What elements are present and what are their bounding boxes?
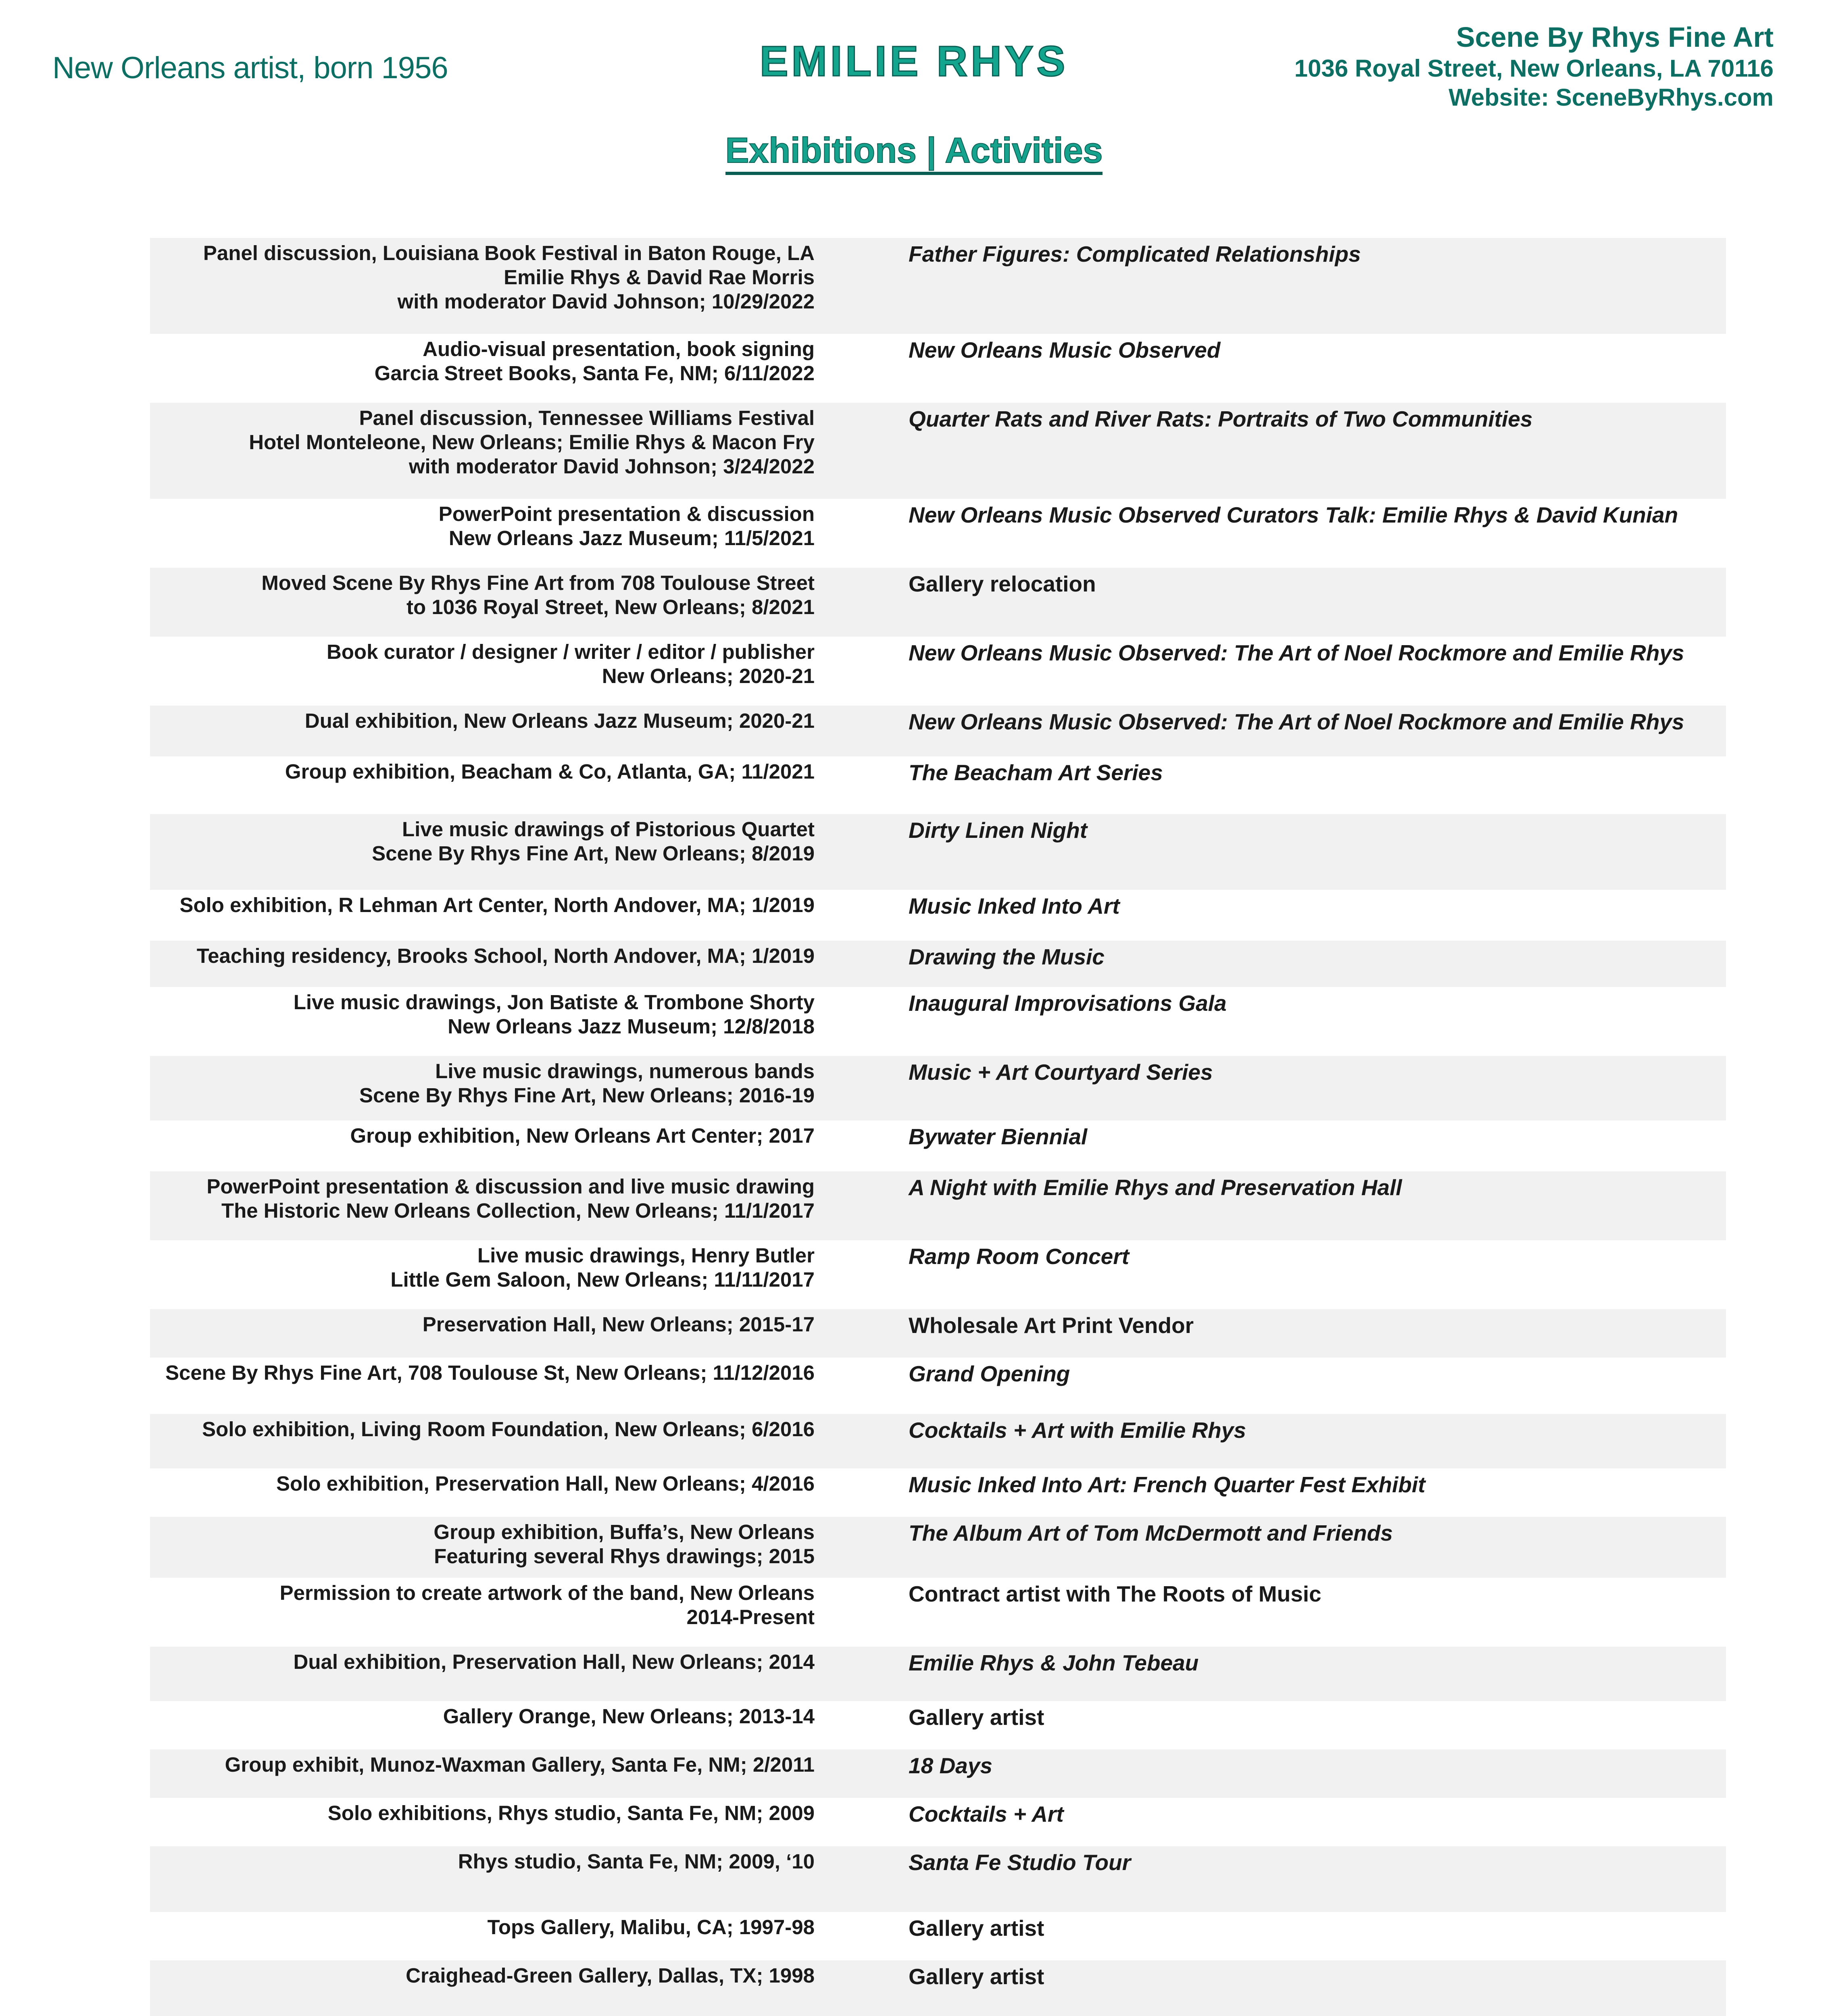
activity-venue-date: Book curator / designer / writer / editor / publisher New Orleans; 2020-21 [326, 640, 815, 688]
activity-title: The Beacham Art Series [909, 760, 1163, 785]
activity-title: Gallery artist [909, 1964, 1044, 1989]
activity-venue-date: Dual exhibition, Preservation Hall, New Orleans; 2014 [293, 1650, 815, 1673]
list-item [150, 1240, 1726, 1309]
list-item [150, 499, 1726, 568]
activity-title: Inaugural Improvisations Gala [909, 991, 1227, 1016]
activity-venue-date: Gallery Orange, New Orleans; 2013-14 [443, 1705, 815, 1728]
list-item [150, 1647, 1726, 1701]
activity-title: New Orleans Music Observed Curators Talk: Emilie Rhys & David Kunian [909, 502, 1678, 527]
activity-title: New Orleans Music Observed: The Art of Noel Rockmore and Emilie Rhys [909, 640, 1684, 665]
list-item [150, 1056, 1726, 1120]
activity-title: New Orleans Music Observed [909, 337, 1221, 362]
activity-title: Father Figures: Complicated Relationships [909, 242, 1361, 267]
list-item [150, 756, 1726, 814]
exhibitions-list [150, 238, 1726, 2016]
activity-venue-date: Moved Scene By Rhys Fine Art from 708 Toulouse Street to 1036 Royal Street, New Orleans; 8/2021 [261, 571, 815, 619]
activity-venue-date: Group exhibition, Buffa’s, New Orleans Featuring several Rhys drawings; 2015 [434, 1520, 815, 1568]
activity-title: Music Inked Into Art [909, 893, 1120, 918]
list-item [150, 1517, 1726, 1578]
activity-title: Gallery artist [909, 1916, 1044, 1941]
activity-venue-date: PowerPoint presentation & discussion New Orleans Jazz Museum; 11/5/2021 [438, 502, 815, 550]
activity-title: Bywater Biennial [909, 1124, 1088, 1149]
list-item [150, 1171, 1726, 1240]
gallery-website: Website: SceneByRhys.com [1449, 84, 1774, 111]
activity-title: Grand Opening [909, 1361, 1070, 1386]
activity-title: New Orleans Music Observed: The Art of Noel Rockmore and Emilie Rhys [909, 709, 1684, 734]
artist-name: EMILIE RHYS [759, 37, 1069, 85]
section-title [0, 130, 1828, 171]
activity-title: A Night with Emilie Rhys and Preservation Hall [909, 1175, 1402, 1200]
list-item [150, 1578, 1726, 1647]
gallery-contact-block [1294, 20, 1774, 112]
list-item [150, 814, 1726, 890]
list-item [150, 1701, 1726, 1749]
activity-title: Music Inked Into Art: French Quarter Fest Exhibit [909, 1472, 1426, 1497]
activity-venue-date: Solo exhibition, Preservation Hall, New Orleans; 4/2016 [276, 1472, 815, 1495]
activity-venue-date: Permission to create artwork of the band, New Orleans 2014-Present [279, 1581, 815, 1629]
activity-venue-date: Rhys studio, Santa Fe, NM; 2009, ‘10 [458, 1850, 815, 1873]
list-item [150, 1309, 1726, 1358]
gallery-address: 1036 Royal Street, New Orleans, LA 70116 [1294, 55, 1774, 82]
activity-title: Quarter Rats and River Rats: Portraits of Two Communities [909, 406, 1533, 431]
list-item [150, 1846, 1726, 1912]
activity-venue-date: Group exhibition, New Orleans Art Center; 2017 [350, 1124, 815, 1147]
activity-title: Music + Art Courtyard Series [909, 1060, 1213, 1085]
activity-venue-date: Group exhibit, Munoz-Waxman Gallery, Santa Fe, NM; 2/2011 [225, 1753, 815, 1776]
activity-venue-date: PowerPoint presentation & discussion and live music drawing The Historic New Orleans Collection, New Orleans; 11/1/2017 [206, 1175, 815, 1223]
activity-title: Ramp Room Concert [909, 1244, 1129, 1269]
activity-venue-date: Panel discussion, Tennessee Williams Festival Hotel Monteleone, New Orleans; Emilie Rhys & Macon Fry with moderator David Johnson; 3/24/2022 [249, 406, 815, 478]
list-item [150, 890, 1726, 941]
activity-venue-date: Solo exhibition, Living Room Foundation, New Orleans; 6/2016 [202, 1418, 815, 1441]
activity-venue-date: Solo exhibition, R Lehman Art Center, North Andover, MA; 1/2019 [179, 893, 815, 916]
list-item [150, 1749, 1726, 1798]
activity-venue-date: Live music drawings, Henry Butler Little Gem Saloon, New Orleans; 11/11/2017 [390, 1244, 815, 1291]
list-item [150, 1798, 1726, 1846]
activity-venue-date: Preservation Hall, New Orleans; 2015-17 [422, 1313, 815, 1336]
activity-venue-date: Dual exhibition, New Orleans Jazz Museum; 2020-21 [304, 709, 815, 732]
list-item [150, 987, 1726, 1056]
activity-title: Contract artist with The Roots of Music [909, 1581, 1321, 1606]
activity-venue-date: Group exhibition, Beacham & Co, Atlanta, GA; 11/2021 [285, 760, 815, 783]
list-item [150, 1414, 1726, 1468]
activity-venue-date: Solo exhibitions, Rhys studio, Santa Fe, NM; 2009 [327, 1801, 815, 1824]
activity-title: Gallery artist [909, 1705, 1044, 1730]
activity-venue-date: Teaching residency, Brooks School, North Andover, MA; 1/2019 [196, 944, 815, 967]
list-item [150, 941, 1726, 987]
activity-venue-date: Live music drawings of Pistorious Quartet Scene By Rhys Fine Art, New Orleans; 8/2019 [372, 818, 815, 865]
list-item [150, 238, 1726, 334]
gallery-name: Scene By Rhys Fine Art [1456, 21, 1774, 53]
list-item [150, 334, 1726, 403]
activity-title: Dirty Linen Night [909, 818, 1088, 843]
list-item [150, 1468, 1726, 1517]
activity-venue-date: Scene By Rhys Fine Art, 708 Toulouse St, New Orleans; 11/12/2016 [165, 1361, 815, 1384]
section-title-text: Exhibitions | Activities [725, 130, 1103, 175]
list-item [150, 706, 1726, 756]
activity-title: Drawing the Music [909, 944, 1105, 969]
activity-title: Emilie Rhys & John Tebeau [909, 1650, 1199, 1675]
list-item [150, 1912, 1726, 1960]
activity-title: Gallery relocation [909, 571, 1096, 596]
activity-title: Cocktails + Art with Emilie Rhys [909, 1418, 1246, 1443]
list-item [150, 568, 1726, 637]
activity-title: Santa Fe Studio Tour [909, 1850, 1131, 1875]
activity-title: Cocktails + Art [909, 1801, 1064, 1826]
activity-venue-date: Live music drawings, Jon Batiste & Trombone Shorty New Orleans Jazz Museum; 12/8/2018 [293, 991, 815, 1038]
list-item [150, 403, 1726, 499]
activity-title: 18 Days [909, 1753, 992, 1778]
artist-tagline: New Orleans artist, born 1956 [52, 51, 448, 85]
list-item [150, 1358, 1726, 1414]
activity-venue-date: Audio-visual presentation, book signing Garcia Street Books, Santa Fe, NM; 6/11/2022 [374, 337, 815, 385]
activity-venue-date: Craighead-Green Gallery, Dallas, TX; 1998 [406, 1964, 815, 1987]
activity-venue-date: Live music drawings, numerous bands Scene By Rhys Fine Art, New Orleans; 2016-19 [359, 1060, 815, 1107]
list-item [150, 1960, 1726, 2016]
activity-title: Wholesale Art Print Vendor [909, 1313, 1194, 1338]
activity-venue-date: Tops Gallery, Malibu, CA; 1997-98 [487, 1916, 815, 1939]
list-item [150, 637, 1726, 706]
activity-title: The Album Art of Tom McDermott and Friends [909, 1520, 1393, 1545]
activity-venue-date: Panel discussion, Louisiana Book Festival in Baton Rouge, LA Emilie Rhys & David Rae Morris with moderator David Johnson; 10/29/2022 [203, 242, 815, 313]
list-item [150, 1120, 1726, 1171]
